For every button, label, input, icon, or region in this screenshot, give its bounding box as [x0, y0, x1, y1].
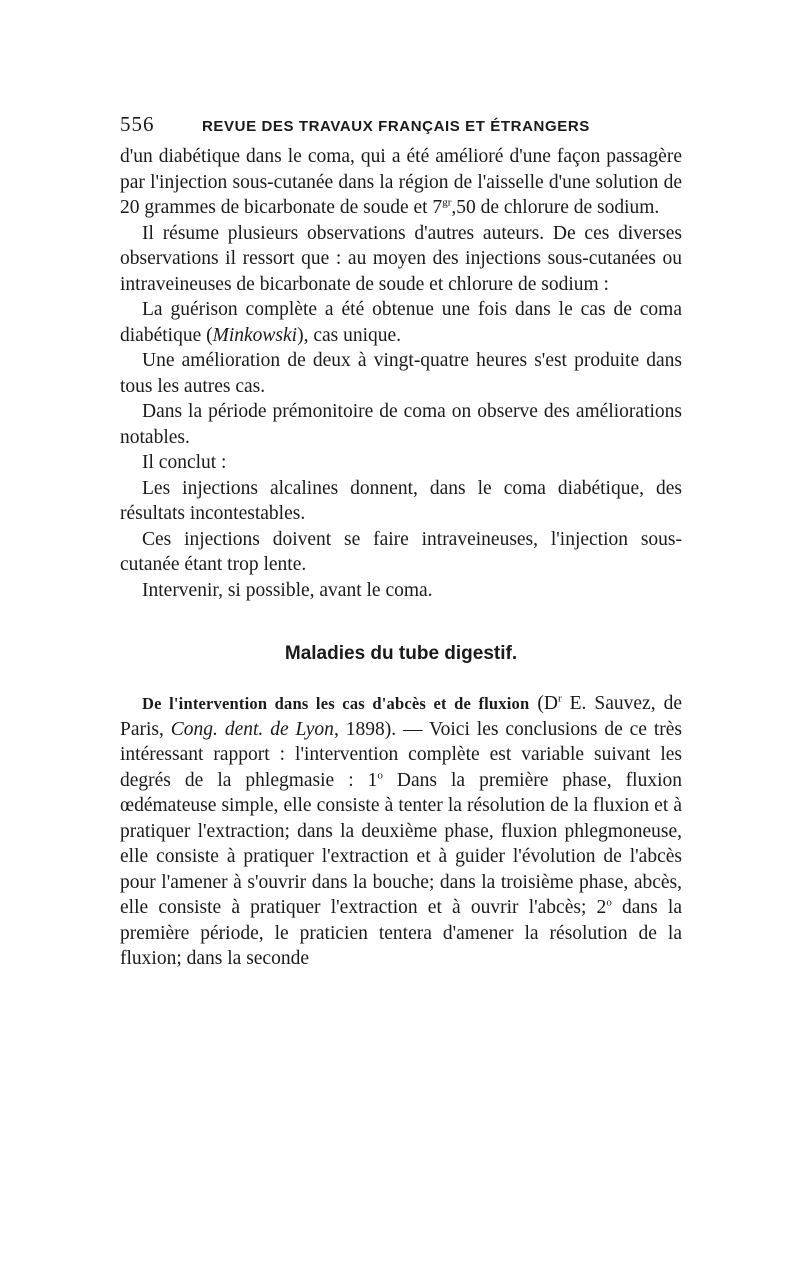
paragraph: Une amélioration de deux à vingt-quatre heures s'est produite dans tous les autres cas.: [120, 350, 682, 397]
running-head: [120, 112, 682, 144]
article-author: (D: [529, 693, 558, 714]
superscript: gr: [442, 196, 452, 209]
running-title: REVUE DES TRAVAUX FRANÇAIS ET ÉTRANGERS: [202, 118, 590, 135]
journal-name: Cong. dent. de Lyon: [170, 718, 334, 740]
paragraph-text: ), cas unique.: [297, 324, 402, 346]
page: [120, 112, 682, 972]
superscript: r: [557, 692, 562, 705]
article-title: De l'intervention dans les cas d'abcès et de fluxion: [142, 694, 530, 713]
paragraph: Les injections alcalines donnent, dans le coma diabétique, des résultats incontestables.: [120, 477, 682, 524]
article-author: E. Sauvez, de Paris,: [120, 693, 682, 740]
paragraph-text: d'un diabétique dans le coma, qui a été amélioré d'une façon passagère par l'injection sous-cutanée dans la région de l'aisselle d'une solution de 20 grammes de bicarbonate de soude et 7: [120, 146, 682, 218]
paragraph: Ces injections doivent se faire intraveineuses, l'injection sous-cutanée étant trop lente.: [120, 528, 682, 575]
superscript: o: [606, 896, 612, 909]
paragraph: [120, 297, 682, 348]
paragraph: Il résume plusieurs observations d'autres auteurs. De ces diverses observations il ressort que : au moyen des injections sous-cutanées ou intraveineuses de bicarbonate de soude et chlorure de sodium :: [120, 222, 682, 295]
paragraph-text: La guérison complète a été obtenue une fois dans le cas de coma diabétique (: [120, 299, 682, 346]
paragraph-text: ,50 de chlorure de sodium.: [451, 197, 660, 218]
article-text: , 1898). — Voici les conclusions de ce très intéressant rapport : l'intervention complète est variable suivant les degrés de la phlegmasie : 1: [120, 718, 683, 791]
paragraph: Dans la période prémonitoire de coma on observe des améliorations notables.: [120, 401, 682, 448]
paragraph: Intervenir, si possible, avant le coma.: [142, 579, 433, 601]
article-paragraph: [120, 691, 682, 972]
section-heading: Maladies du tube digestif.: [284, 643, 518, 664]
superscript: o: [377, 769, 383, 781]
paragraph: Il conclut :: [142, 452, 227, 473]
paragraph: [120, 144, 682, 221]
author-name: Minkowski: [212, 324, 298, 346]
article-text: Dans la première phase, fluxion œdémateuse simple, elle consiste à tenter la résolution de la fluxion et à pratiquer l'extraction; dans la deuxième phase, fluxion phlegmoneuse, elle consiste à pratiquer l'extraction et à guider l'évolution de l'abcès pour l'amener à s'ouvrir dans la bouche; dans la troisième phase, abcès, elle consiste à pratiquer l'extraction et à ouvrir l'abcès; 2: [120, 769, 682, 918]
article-text: dans la première période, le praticien tentera d'amener la résolution de la fluxion; dans la seconde: [120, 897, 682, 969]
page-number: 556: [120, 112, 155, 136]
